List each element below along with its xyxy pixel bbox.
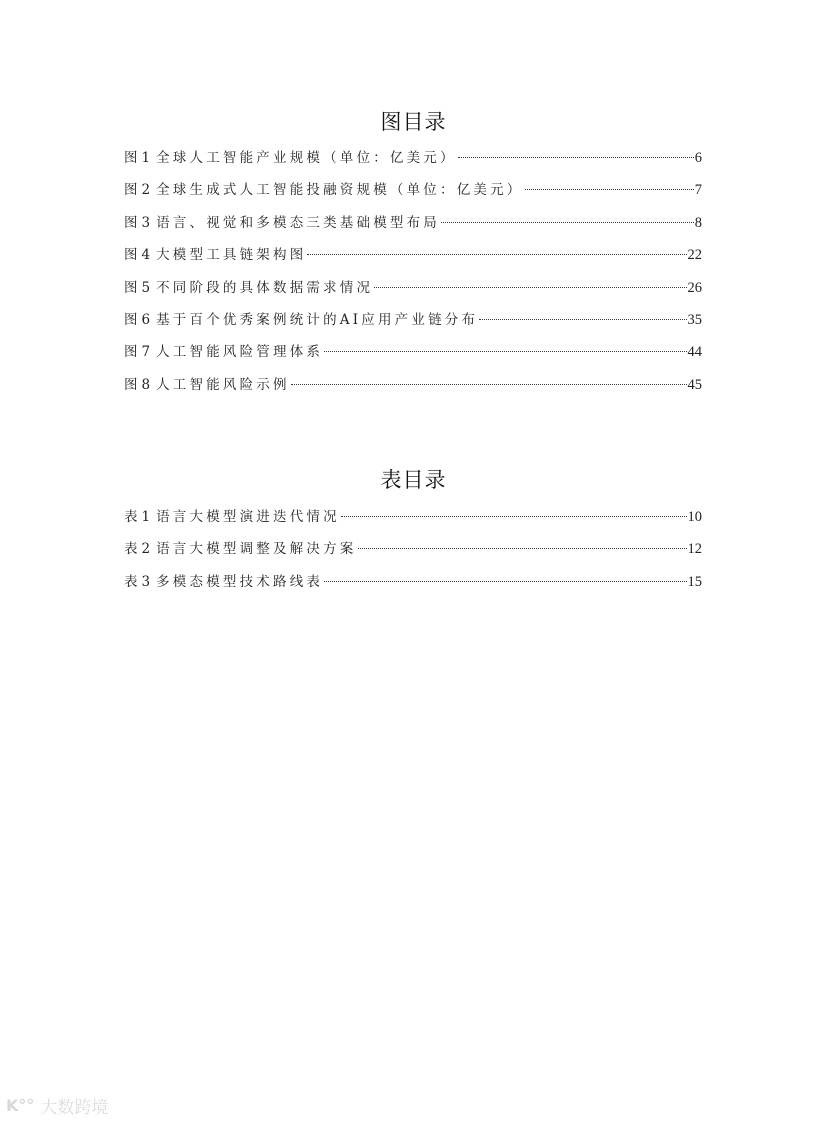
entry-title: 全球生成式人工智能投融资规模（单位：亿美元） xyxy=(156,182,524,199)
entry-number: 2 xyxy=(141,182,151,199)
entry-title: 大模型工具链架构图 xyxy=(156,247,307,264)
figure-entry-5[interactable] xyxy=(124,278,702,310)
entry-prefix: 图 xyxy=(124,214,138,231)
entry-title: 语言大模型演进迭代情况 xyxy=(156,509,340,525)
tables-section-title: 表目录 xyxy=(380,468,447,492)
entry-number: 3 xyxy=(141,214,151,231)
entry-page-number: 12 xyxy=(687,541,702,558)
dot-leader xyxy=(479,319,686,320)
table-entry-3[interactable] xyxy=(124,572,702,604)
watermark xyxy=(6,1093,108,1118)
dot-leader xyxy=(441,222,694,223)
figures-section-title: 图目录 xyxy=(380,110,447,134)
entry-number: 1 xyxy=(141,509,151,525)
dot-leader xyxy=(291,384,687,385)
entry-title: 不同阶段的具体数据需求情况 xyxy=(156,279,374,296)
figure-entry-4[interactable] xyxy=(124,245,702,277)
entry-page-number: 8 xyxy=(694,214,702,231)
entry-prefix: 图 xyxy=(124,150,138,166)
dot-leader xyxy=(324,351,686,352)
entry-title: 多模态模型技术路线表 xyxy=(156,573,324,590)
entry-title: 人工智能风险示例 xyxy=(156,376,290,393)
entry-page-number: 45 xyxy=(687,376,702,393)
figure-list xyxy=(124,148,702,407)
figure-entry-8[interactable] xyxy=(124,375,702,407)
entry-page-number: 26 xyxy=(687,279,702,296)
entry-number: 4 xyxy=(141,247,151,264)
entry-page-number: 10 xyxy=(687,509,702,525)
dot-leader xyxy=(374,287,686,288)
entry-title: 人工智能风险管理体系 xyxy=(156,344,324,361)
entry-prefix: 表 xyxy=(124,541,138,558)
entry-number: 6 xyxy=(141,311,151,328)
entry-page-number: 15 xyxy=(687,573,702,590)
entry-prefix: 表 xyxy=(124,509,138,525)
entry-prefix: 图 xyxy=(124,311,138,328)
entry-title: 语言、视觉和多模态三类基础模型布局 xyxy=(156,214,440,231)
figure-entry-7[interactable] xyxy=(124,342,702,374)
dot-leader xyxy=(458,157,694,158)
entry-page-number: 22 xyxy=(687,247,702,264)
figure-entry-1[interactable] xyxy=(124,148,702,180)
entry-number: 2 xyxy=(141,541,151,558)
table-entry-2[interactable] xyxy=(124,539,702,571)
dot-leader xyxy=(525,189,694,190)
entry-page-number: 35 xyxy=(687,311,702,328)
dot-leader xyxy=(341,516,687,517)
entry-prefix: 图 xyxy=(124,247,138,264)
entry-prefix: 图 xyxy=(124,279,138,296)
dot-leader xyxy=(324,581,686,582)
entry-prefix: 图 xyxy=(124,376,138,393)
entry-title: 基于百个优秀案例统计的AI应用产业链分布 xyxy=(156,311,479,328)
figure-entry-2[interactable] xyxy=(124,180,702,212)
entry-prefix: 表 xyxy=(124,573,138,590)
entry-page-number: 7 xyxy=(694,182,702,199)
entry-number: 7 xyxy=(141,344,151,361)
entry-page-number: 6 xyxy=(694,150,702,166)
entry-prefix: 图 xyxy=(124,344,138,361)
entry-number: 8 xyxy=(141,376,151,393)
entry-title: 全球人工智能产业规模（单位：亿美元） xyxy=(156,150,457,166)
table-entry-1[interactable] xyxy=(124,507,702,539)
figure-entry-6[interactable] xyxy=(124,310,702,342)
entry-number: 3 xyxy=(141,573,151,590)
entry-number: 1 xyxy=(141,150,151,166)
dot-leader xyxy=(358,548,687,549)
dot-leader xyxy=(307,254,686,255)
entry-title: 语言大模型调整及解决方案 xyxy=(156,541,357,558)
entry-prefix: 图 xyxy=(124,182,138,199)
watermark-logo-icon: K°° xyxy=(6,1096,35,1115)
entry-page-number: 44 xyxy=(687,344,702,361)
entry-number: 5 xyxy=(141,279,151,296)
watermark-text: 大数跨境 xyxy=(40,1098,109,1118)
figure-entry-3[interactable] xyxy=(124,213,702,245)
table-list xyxy=(124,507,702,604)
